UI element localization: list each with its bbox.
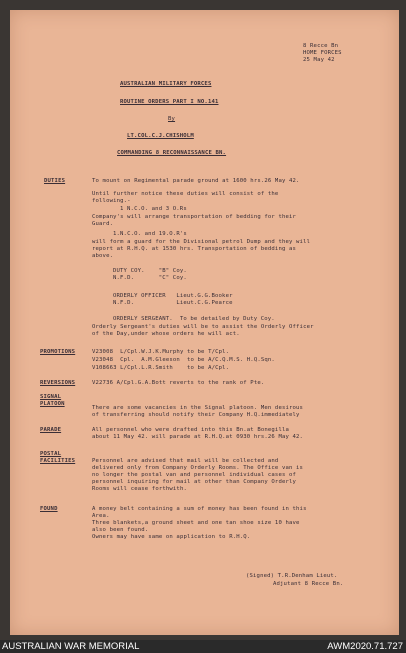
orders-title: ROUTINE ORDERS PART I NO.141 xyxy=(120,99,219,105)
parade-line: All personnel who were drafted into this Bn.at Bonegilla xyxy=(92,427,289,433)
promotion-line: V23048 Cpl. A.M.Gleeson to be A/C.Q.M.S. H.Q.Sqn. xyxy=(92,357,275,363)
duties-heading: DUTIES xyxy=(44,178,66,184)
duties-line: 1.N.C.O. and 19.O.R's xyxy=(113,231,187,237)
footer-accession-number: AWM2020.71.727 xyxy=(327,641,403,652)
promotion-line: V108663 L/Cpl.L.R.Smith to be A/Cpl. xyxy=(92,365,230,371)
document-page xyxy=(10,10,399,635)
duty-coy-line: DUTY COY. "B" Coy. xyxy=(113,268,187,274)
signal-line: There are some vacancies in the Signal platoon. Men desirous xyxy=(92,405,304,411)
duties-line: following.- xyxy=(92,198,131,204)
duty-coy-nfd-line: N.F.D. "C" Coy. xyxy=(113,275,187,281)
signal-line: of transferring should notify their Company H.Q.immediately xyxy=(92,412,300,418)
duties-line: Company's will arrange transportation of bedding for their xyxy=(92,214,297,220)
duties-line: Until further notice these duties will consist of the xyxy=(92,191,279,197)
reversions-heading: REVERSIONS xyxy=(40,380,76,386)
signature-line: (Signed) T.R.Denham Lieut. xyxy=(246,573,338,579)
parade-line: about 11 May 42. will parade at R.H.Q.at 0930 hrs.26 May 42. xyxy=(92,434,304,440)
postal-line: personnel inquiring for mail at other than Company Orderly xyxy=(92,479,297,485)
commander-name: LT.COL.C.J.CHISHOLM xyxy=(127,133,194,139)
duties-line: above. xyxy=(92,253,114,259)
found-line: also been found. xyxy=(92,527,149,533)
promotions-heading: PROMOTIONS xyxy=(40,349,76,355)
signature-title: Adjutant 8 Recce Bn. xyxy=(273,581,344,587)
duties-line: report at R.H.Q. at 1530 hrs. Transportation of bedding as xyxy=(92,246,297,252)
duties-line: of the Day,under whose orders he will act. xyxy=(92,331,240,337)
signal-heading: PLATOON xyxy=(40,401,65,407)
found-line: Three blankets,a ground sheet and one tan shoe size 10 have xyxy=(92,520,300,526)
postal-heading: FACILITIES xyxy=(40,458,76,464)
found-line: A money belt containing a sum of money has been found in this xyxy=(92,506,307,512)
found-line: Owners may have same on application to R.H.Q. xyxy=(92,534,251,540)
postal-line: Personnel are advised that mail will be collected and xyxy=(92,458,279,464)
archive-footer xyxy=(0,640,406,653)
duties-line: will form a guard for the Divisional petrol Dump and they will xyxy=(92,239,311,245)
found-line: Area. xyxy=(92,513,110,519)
commanding-line: COMMANDING 8 RECONNAISSANCE BN. xyxy=(117,150,227,156)
header-date: 25 May 42 xyxy=(303,57,335,63)
header-unit: 8 Recce Bn xyxy=(303,43,339,49)
reversion-line: V22736 A/Cpl.G.A.Bott reverts to the rank of Pte. xyxy=(92,380,265,386)
signal-heading: SIGNAL xyxy=(40,394,62,400)
postal-line: delivered only from Company Orderly Rooms. The Office van is xyxy=(92,465,304,471)
parade-heading: PARADE xyxy=(40,427,62,433)
force-title: AUSTRALIAN MILITARY FORCES xyxy=(120,81,212,87)
footer-institution: AUSTRALIAN WAR MEMORIAL xyxy=(2,641,140,652)
postal-line: no longer the postal van and personnel individual cases of xyxy=(92,472,297,478)
postal-line: Rooms will cease forthwith. xyxy=(92,486,187,492)
duties-line: Orderly Sergeant's duties will be to assist the Orderly Officer xyxy=(92,324,314,330)
header-force: HOME FORCES xyxy=(303,50,342,56)
duties-line: To mount on Regimental parade ground at 1600 hrs.26 May 42. xyxy=(92,178,300,184)
by-label: By xyxy=(168,116,176,122)
found-heading: FOUND xyxy=(40,506,58,512)
promotion-line: V23008 L/Cpl.W.J.K.Murphy to be T/Cpl. xyxy=(92,349,230,355)
duties-line: Guard. xyxy=(92,221,114,227)
orderly-officer-nfd-line: N.F.D. Lieut.C.G.Pearce xyxy=(113,300,233,306)
orderly-officer-line: ORDERLY OFFICER Lieut.G.G.Booker xyxy=(113,293,233,299)
orderly-sergeant-line: ORDERLY SERGEANT. To be detailed by Duty Coy. xyxy=(113,316,275,322)
duties-line: 1 N.C.O. and 3 O.Rs xyxy=(120,206,187,212)
postal-heading: POSTAL xyxy=(40,451,62,457)
